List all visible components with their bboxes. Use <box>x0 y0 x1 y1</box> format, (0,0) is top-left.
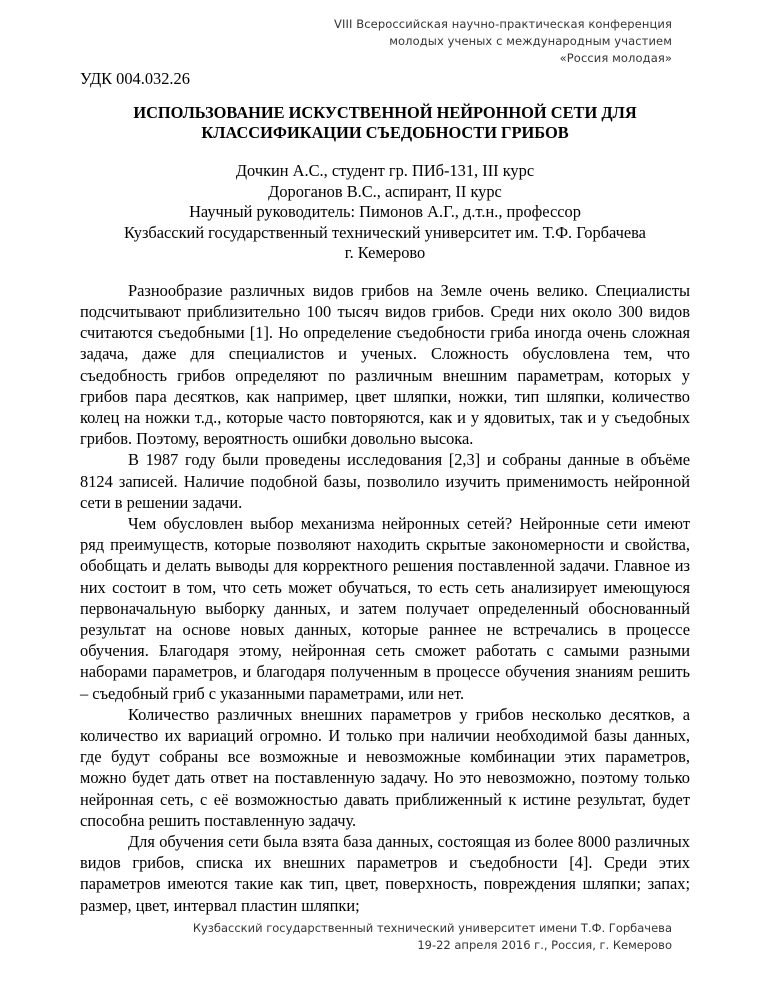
conference-header-line-3: «Россия молодая» <box>559 51 672 65</box>
paper-body <box>80 280 690 916</box>
supervisor: Научный руководитель: Пимонов А.Г., д.т.н., профессор <box>189 202 581 222</box>
paragraph: В 1987 году были проведены исследования [2,3] и собраны данные в объёме 8124 записей. Наличие подобной базы, позволило изучить применимость нейронной сети в решении задачи. <box>80 450 690 512</box>
university: Кузбасский государственный технический университет им. Т.Ф. Горбачева <box>124 222 646 242</box>
paragraph: Количество различных внешних параметров у грибов несколько десятков, а количество их вариаций огромно. И только при наличии необходимой базы данных, где будут собраны все возможные и невозможные комбинации этих параметров, можно будет дать ответ на поставленную задачу. Но это невозможно, поэтому только нейронная сеть, с её возможностью давать приближенный к истине результат, будет способна решить поставленную задачу. <box>80 704 690 830</box>
authors-block <box>80 161 690 264</box>
conference-footer-line-2: 19-22 апреля 2016 г., Россия, г. Кемерово <box>417 938 672 952</box>
conference-header <box>252 16 672 67</box>
paragraph: Для обучения сети была взята база данных, состоящая из более 8000 различных видов грибов, списка их внешних параметров и съедобности [4]. Среди этих параметров имеются такие как тип, цвет, поверхность, повреждения шляпки; запах; размер, цвет, интервал пластин шляпки; <box>80 831 690 915</box>
paragraph: Разнообразие различных видов грибов на Земле очень велико. Специалисты подсчитывают приблизительно 100 тысяч видов грибов. Среди них около 300 видов считаются съедобными [1]. Но определение съедобности гриба иногда очень сложная задача, даже для специалистов и ученых. Сложность обусловлена тем, что съедобность грибов определяют по различным внешним параметрам, которых у грибов пара десятков, как например, цвет шляпки, ножки, тип шляпки, количество колец на ножки т.д., которые часто повторяются, как и у ядовитых, так и у съедобных грибов. Поэтому, вероятность ошибки довольно высока. <box>80 280 690 449</box>
paper-title-line-1: ИСПОЛЬЗОВАНИЕ ИСКУСТВЕННОЙ НЕЙРОННОЙ СЕТИ ДЛЯ <box>133 103 637 123</box>
city: г. Кемерово <box>344 243 426 263</box>
paper-title <box>80 103 690 143</box>
paragraph: Чем обусловлен выбор механизма нейронных сетей? Нейронные сети имеют ряд преимуществ, которые позволяют находить скрытые закономерности и свойства, обобщать и делать выводы для корректного решения поставленной задачи. Главное из них состоит в том, что сеть может обучаться, то есть сеть анализирует имеющуюся первоначальную выборку данных, и затем получает определенный обоснованный результат на основе новых данных, которые раннее не встречались в процессе обучения. Благодаря этому, нейронная сеть сможет работать с самыми разными наборами параметров, и благодаря полученным в процессе обучения знаниям решить – съедобный гриб с указанными параметрами, или нет. <box>80 513 690 703</box>
paper-content <box>80 68 690 916</box>
conference-footer-line-1: Кузбасский государственный технический университет имени Т.Ф. Горбачева <box>192 921 672 935</box>
author-1: Дочкин А.С., студент гр. ПИб-131, III курс <box>235 161 535 181</box>
author-2: Дороганов В.С., аспирант, II курс <box>268 181 502 201</box>
conference-header-line-2: молодых ученых с международным участием <box>389 34 672 48</box>
conference-header-line-1: VIII Всероссийская научно-практическая конференция <box>334 17 672 31</box>
paper-title-line-2: КЛАССИФИКАЦИИ СЪЕДОБНОСТИ ГРИБОВ <box>201 123 569 143</box>
conference-footer <box>193 920 672 954</box>
udk-code: УДК 004.032.26 <box>80 69 190 88</box>
